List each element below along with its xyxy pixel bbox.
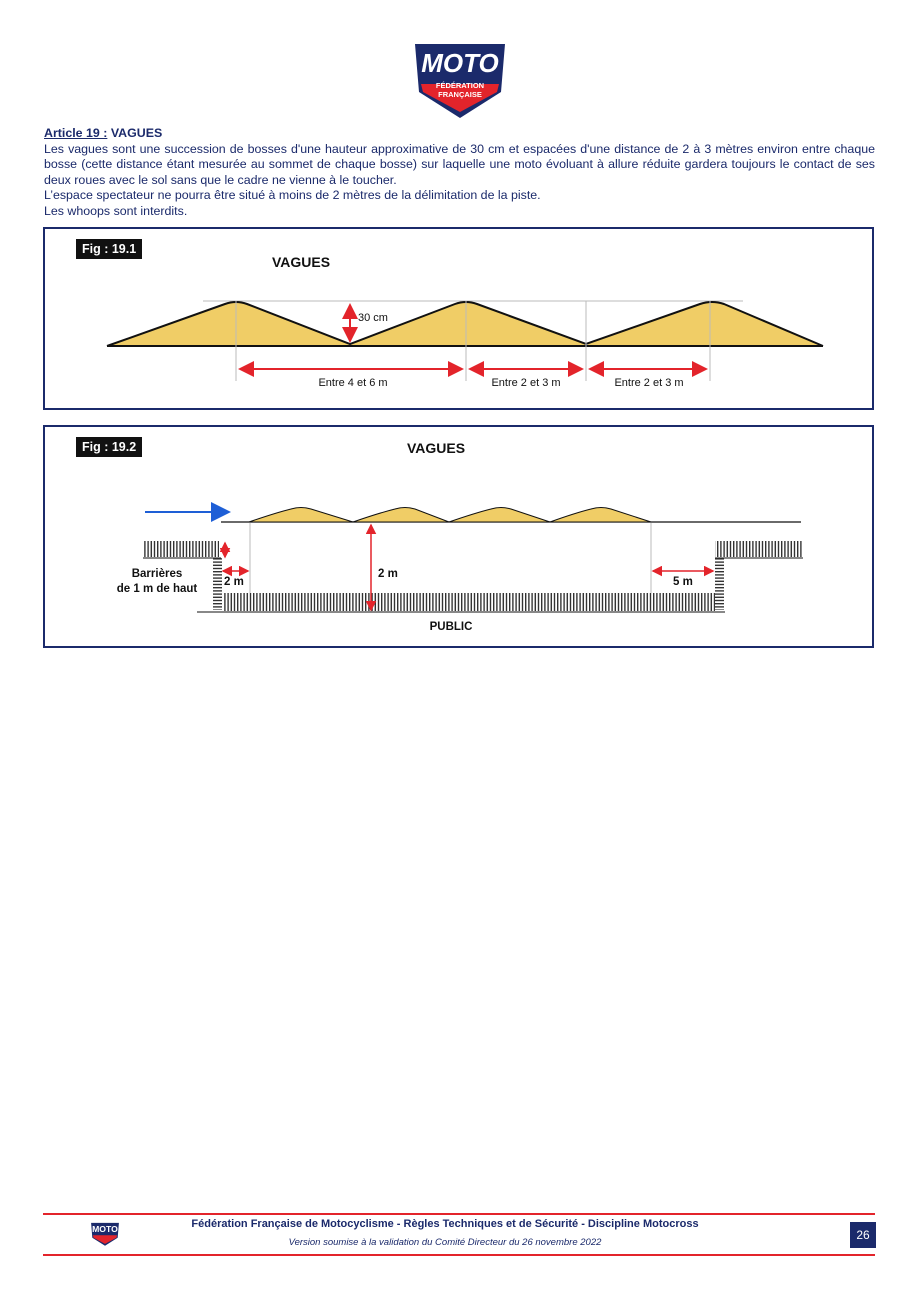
article-paragraph-3: Les whoops sont interdits. — [44, 203, 188, 218]
fig1-dim2: Entre 2 et 3 m — [491, 377, 561, 389]
article-heading — [44, 126, 875, 142]
fig2-title: VAGUES — [407, 440, 466, 456]
svg-text:MOTO: MOTO — [92, 1224, 118, 1235]
figure-19-2 — [43, 425, 874, 648]
fig1-dim1: Entre 4 et 6 m — [318, 377, 388, 389]
fig2-barrier-line1: Barrières — [131, 568, 183, 580]
footer-divider-bottom — [43, 1254, 875, 1256]
footer-subtitle: Version soumise à la validation du Comité Directeur du 26 novembre 2022 — [288, 1237, 602, 1248]
footer-logo — [88, 1221, 122, 1247]
fig1-diagram — [45, 229, 872, 408]
bump-shapes — [107, 302, 823, 346]
fig1-dim3: Entre 2 et 3 m — [614, 377, 684, 389]
figure-19-1 — [43, 227, 874, 410]
logo-line2: FRANÇAISE — [438, 90, 482, 99]
fig1-label: Fig : 19.1 — [76, 239, 142, 259]
fig2-label: Fig : 19.2 — [76, 437, 142, 457]
fig2-bumps — [249, 508, 651, 523]
article-label: Article 19 : — [44, 126, 108, 140]
article-paragraph-1: Les vagues sont une succession de bosses d'une hauteur approximative de 30 cm et espacées d'une distance de 2 à 3 mètres environ entre chaque bosse (cette distance étant mesurée au sommet de chaque bosse) sur laquelle une moto évoluant à allure réduite gardera toujours le contact de ses deux roues avec le sol sans que le cadre ne vienne à le toucher. — [44, 141, 875, 187]
logo-line1: FÉDÉRATION — [435, 81, 485, 90]
ffm-logo — [405, 40, 515, 120]
article-paragraph-2: L’espace spectateur ne pourra être situé à moins de 2 mètres de la délimitation de la piste. — [44, 188, 541, 202]
article-title: VAGUES — [110, 126, 163, 140]
fig1-title: VAGUES — [272, 254, 331, 270]
logo-text: MOTO — [421, 48, 499, 78]
fig2-dim-center: 2 m — [378, 568, 398, 580]
fig1-height-label: 30 cm — [358, 312, 388, 324]
article-19 — [44, 126, 875, 219]
fig2-dim-right: 5 m — [673, 576, 693, 588]
fig2-barrier-line2: de 1 m de haut — [116, 583, 198, 595]
fig2-public-label: PUBLIC — [429, 621, 473, 633]
fig2-diagram — [45, 427, 872, 646]
footer-divider-top — [43, 1213, 875, 1215]
fig2-dim-left: 2 m — [224, 576, 244, 588]
footer-title: Fédération Française de Motocyclisme - Règles Techniques et de Sécurité - Discipline Motocross — [191, 1218, 699, 1230]
page-number: 26 — [850, 1222, 876, 1248]
